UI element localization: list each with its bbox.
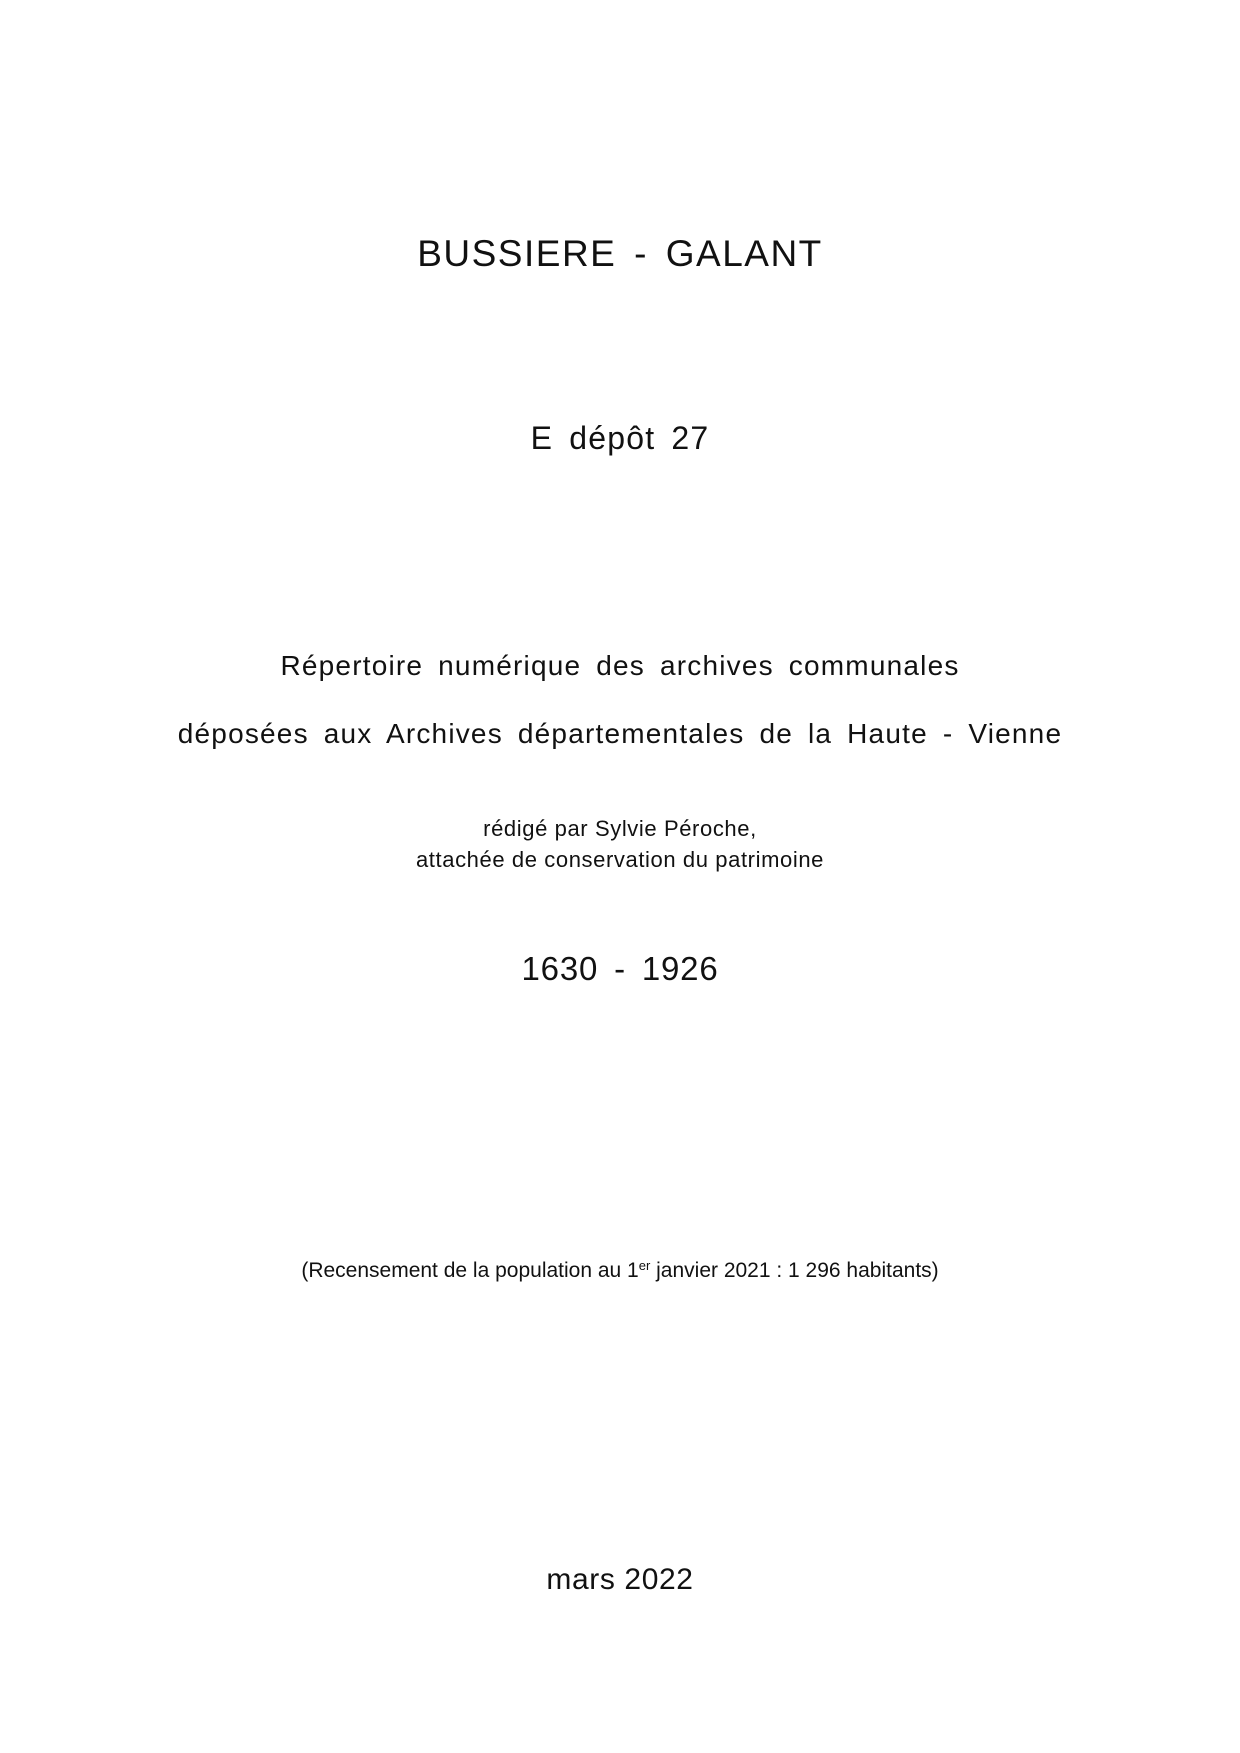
- census-note-after: janvier 2021 : 1 296 habitants): [650, 1259, 939, 1282]
- publication-date: mars 2022: [546, 1563, 694, 1596]
- census-note-superscript: er: [638, 1258, 651, 1273]
- author-name: rédigé par Sylvie Péroche,: [483, 816, 757, 841]
- depot-reference: E dépôt 27: [530, 420, 710, 456]
- repertoire-title-line-1: Répertoire numérique des archives communales: [280, 650, 960, 681]
- author-title: attachée de conservation du patrimoine: [415, 847, 825, 872]
- census-note: [0, 1259, 1240, 1283]
- date-range: 1630 - 1926: [521, 950, 719, 987]
- commune-title: BUSSIERE - GALANT: [417, 233, 823, 274]
- census-note-before: (Recensement de la population au 1: [301, 1259, 639, 1282]
- repertoire-title-line-2: déposées aux Archives départementales de la Haute - Vienne: [177, 718, 1063, 749]
